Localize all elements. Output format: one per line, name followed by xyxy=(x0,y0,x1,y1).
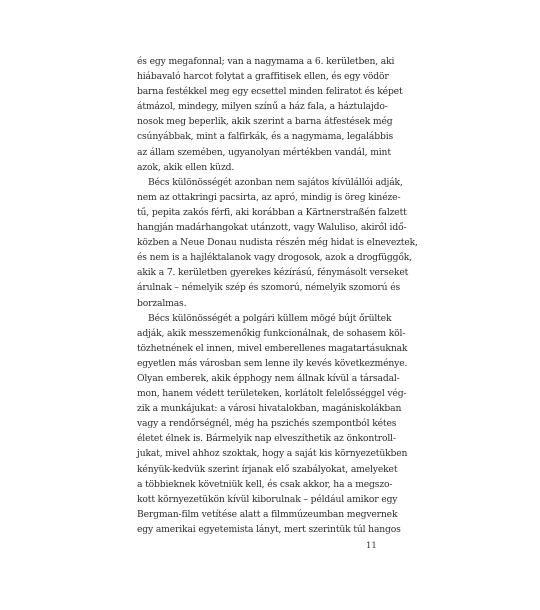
text-line: Bécs különösségét a polgári küllem mögé bújt őrültek xyxy=(148,312,392,324)
text-line: közben a Neue Donau nudista részén még hidat is elneveztek, xyxy=(137,237,418,249)
text-line: és egy megafonnal; van a nagymama a 6. kerületben, aki xyxy=(137,56,395,67)
text-line: kényük-kedvük szerint írjanak elő szabályokat, amelyeket xyxy=(137,463,398,475)
text-line: tű, pepita zakós férfi, aki korábban a Kärtnerstraßén falzett xyxy=(137,206,407,218)
text-line: csúnyábbak, mint a falfirkák, és a nagymama, legalábbis xyxy=(137,131,394,143)
text-line: tözhetnének el innen, mivel emberellenes magatartásuknak xyxy=(137,342,408,354)
text-line: Bergman-film vetítése alatt a filmmúzeumban megvernek xyxy=(137,508,398,520)
page-number: 11 xyxy=(366,541,377,551)
text-line: egy amerikai egyetemista lányt, mert szerintük túl hangos xyxy=(137,523,401,535)
text-line: borzalmas. xyxy=(137,297,187,309)
text-line: árulnak – némelyik szép és szomorú, némelyik szomorú és xyxy=(137,282,401,294)
text-line: adják, akik messzemenőkig funkcionálnak, de sohasem köl- xyxy=(137,327,406,339)
text-line: kott környezetükön kívül kiborulnak – például amikor egy xyxy=(137,493,398,505)
text-line: és nem is a hajléktalanok vagy drogosok, azok a drogfüggők, xyxy=(137,252,412,264)
text-line: akik a 7. kerületben gyerekes kézírású, fénymásolt verseket xyxy=(137,267,409,279)
paragraph-3 xyxy=(137,311,408,537)
text-line: egyetlen más városban sem lenne ily kevés következménye. xyxy=(137,357,408,369)
text-line: hiábavaló harcot folytat a graffitisek ellen, és egy vödör xyxy=(137,71,389,83)
text-line: átmázol, mindegy, milyen színű a ház fala, a háztulajdo- xyxy=(137,101,388,113)
paragraph-2 xyxy=(137,175,418,311)
text-line: jukat, mivel ahhoz szoktak, hogy a saját kis környezetükben xyxy=(137,448,408,460)
text-line: a többieknek követniük kell, és csak akkor, ha a megszo- xyxy=(137,478,393,490)
text-line: Bécs különösségét azonban nem sajátos kívülállói adják, xyxy=(148,176,403,188)
text-line: barna festékkel meg egy ecsettel minden feliratot és képet xyxy=(137,86,403,98)
text-line: hangján madárhangokat utánzott, vagy Waluliso, akiről idő- xyxy=(137,222,407,234)
text-line: életet élnek is. Bármelyik nap elveszíthetik az önkontroll- xyxy=(137,433,396,445)
text-line: azok, akik ellen küzd. xyxy=(137,161,235,173)
paragraph-1 xyxy=(137,54,403,175)
text-line: zik a munkájukat: a városi hivatalokban, magániskolákban xyxy=(137,403,402,415)
text-line: az állam szemében, ugyanolyan mértékben vandál, mint xyxy=(137,146,391,158)
text-line: nem az ottakringi pacsirta, az apró, mindig is öreg kinéze- xyxy=(137,191,401,203)
text-line: vagy a rendőrségnél, még ha pszichés szempontból kétes xyxy=(137,418,397,430)
text-line: nosok meg beperlik, akik szerint a barna átfestések még xyxy=(137,116,393,128)
text-line: Olyan emberek, akik épphogy nem állnak kívül a társadal- xyxy=(137,372,400,384)
body-text xyxy=(137,54,418,537)
text-line: mon, hanem védett területeken, korlátolt felelősséggel vég- xyxy=(137,388,407,400)
